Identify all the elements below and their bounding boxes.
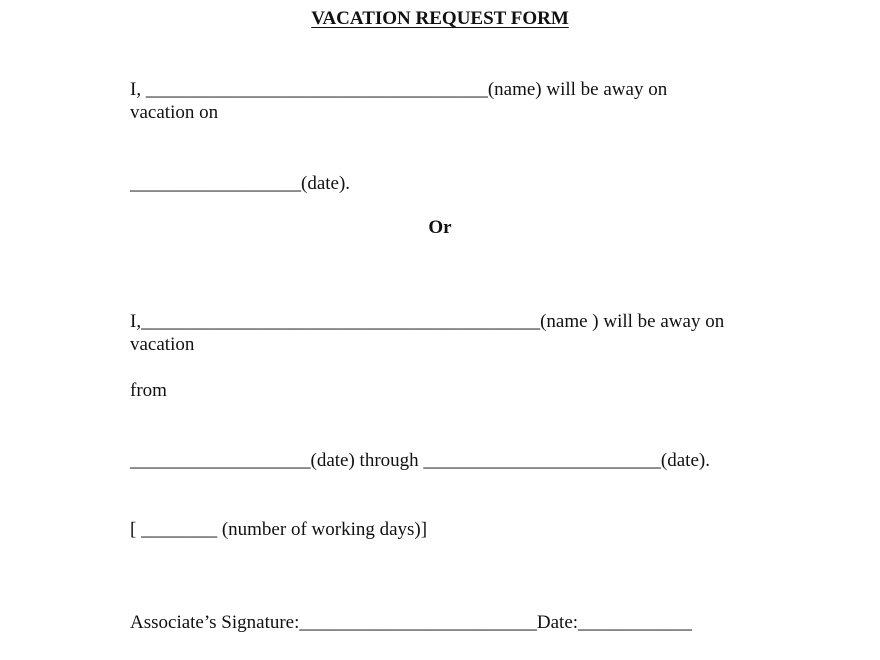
option2-from-line: from <box>130 380 167 401</box>
option1-name-line: I, ____________________________________(name) will be away on <box>130 79 668 100</box>
option2-vacation-line: vacation <box>130 334 195 355</box>
option2-date-range-line: ___________________(date) through _________________________(date). <box>130 450 710 471</box>
option2-name-line: I,__________________________________________(name ) will be away on <box>130 311 725 332</box>
or-separator: Or <box>428 217 452 238</box>
form-title: VACATION REQUEST FORM <box>311 8 569 29</box>
working-days-line: [ ________ (number of working days)] <box>130 519 428 540</box>
signature-date-line: Associate’s Signature:_________________________Date:____________ <box>130 612 693 633</box>
option1-date-line: __________________(date). <box>130 173 351 194</box>
option1-vacation-on-line: vacation on <box>130 102 219 123</box>
